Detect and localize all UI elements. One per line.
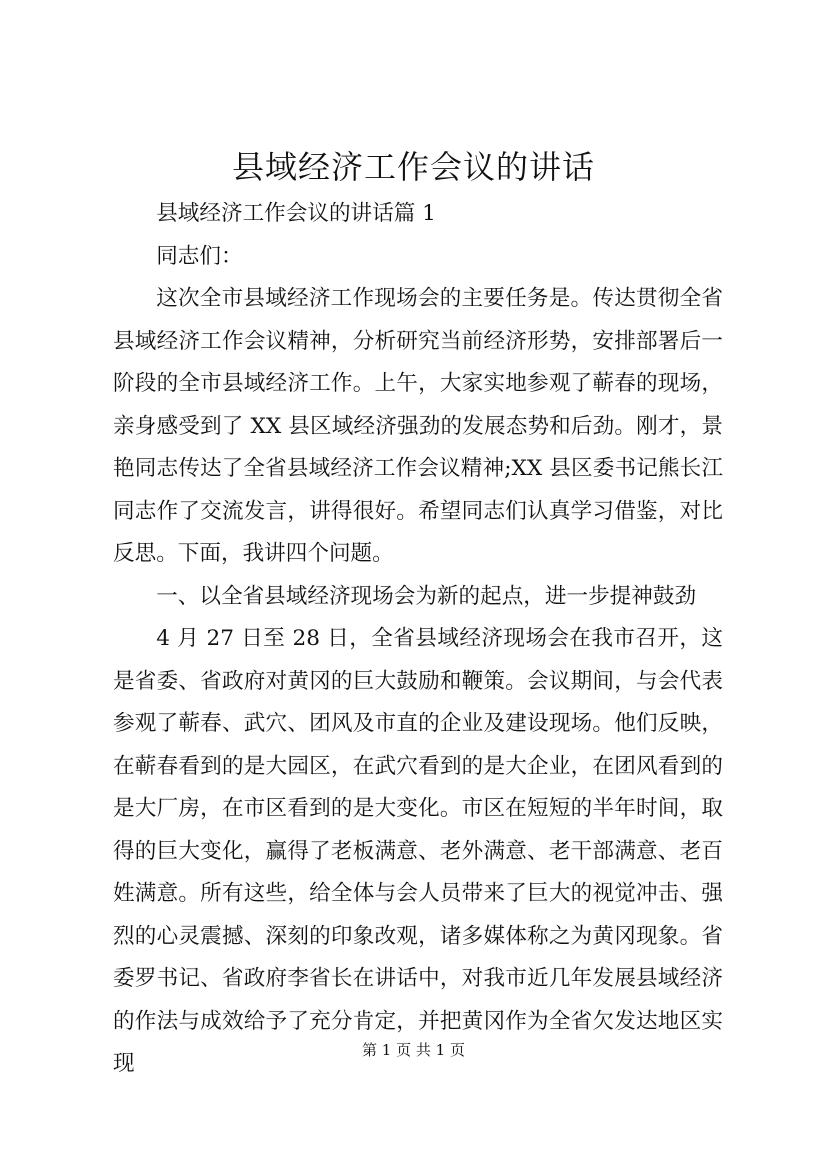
page-footer: 第 1 页 共 1 页: [362, 1041, 465, 1059]
paragraph: 这次全市县域经济工作现场会的主要任务是。传达贯彻全省县域经济工作会议精神，分析研究当前经济形势，安排部署后一阶段的全市县域经济工作。上午，大家实地参观了蕲春的现场，亲身感受到了 XX 县区域经济强劲的发展态势和后劲。刚才，景艳同志传达了全省县域经济工作会议精神;XX 县区委书记熊长江同志作了交流发言，讲得很好。希望同志们认真学习借鉴，对比反思。下面，我讲四个问题。: [113, 286, 723, 566]
section-heading: 一、以全省县域经济现场会为新的起点，进一步提神鼓劲: [156, 583, 697, 609]
paragraph: 4 月 27 日至 28 日，全省县域经济现场会在我市召开，这是省委、省政府对黄冈的巨大鼓励和鞭策。会议期间，与会代表参观了蕲春、武穴、团风及市直的企业及建设现场。他们反映，在蕲春看到的是大园区，在武穴看到的是大企业，在团风看到的是大厂房，在市区看到的是大变化。市区在短短的半年时间，取得的巨大变化，赢得了老板满意、老外满意、老干部满意、老百姓满意。所有这些，给全体与会人员带来了巨大的视觉冲击、强烈的心灵震撼、深刻的印象改观，诸多媒体称之为黄冈现象。省委罗书记、省政府李省长在讲话中，对我市近几年发展县域经济的作法与成效给予了充分肯定，并把黄冈作为全省欠发达地区实现: [113, 626, 723, 1076]
document-body: [113, 193, 723, 1086]
section-subtitle: 县域经济工作会议的讲话篇 1: [156, 201, 436, 226]
document-title: 县域经济工作会议的讲话: [231, 148, 595, 186]
salutation: 同志们：: [156, 243, 243, 269]
